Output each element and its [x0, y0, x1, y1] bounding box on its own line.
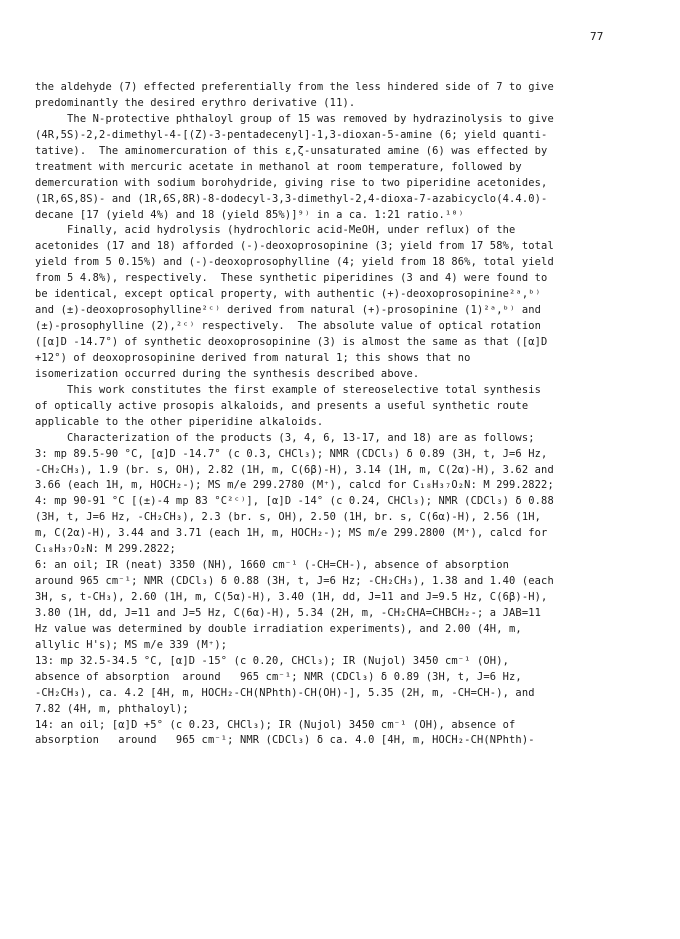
text-line: +12°) of deoxoprosopinine derived from natural 1; this shows that no: [35, 351, 471, 364]
text-line: 4: mp 90-91 °C [(±)-4 mp 83 °C²ᶜ⁾], [α]D -14° (c 0.24, CHCl₃); NMR (CDCl₃) δ 0.88: [35, 495, 554, 508]
text-line: The N-protective phthaloyl group of 15 was removed by hydrazinolysis to give: [35, 112, 554, 125]
text-line: around 965 cm⁻¹; NMR (CDCl₃) δ 0.88 (3H, t, J=6 Hz; -CH₂CH₃), 1.38 and 1.40 (each: [35, 575, 554, 588]
text-line: applicable to the other piperidine alkaloids.: [35, 415, 324, 428]
text-line: decane [17 (yield 4%) and 18 (yield 85%)]⁹⁾ in a ca. 1:21 ratio.¹⁰⁾: [35, 208, 465, 221]
text-line: 3.66 (each 1H, m, HOCH₂-); MS m/e 299.2780 (M⁺), calcd for C₁₈H₃₇O₂N: M 299.2822;: [35, 479, 554, 492]
text-line: -CH₂CH₃), ca. 4.2 [4H, m, HOCH₂-CH(NPhth)-CH(OH)-], 5.35 (2H, m, -CH=CH-), and: [35, 686, 535, 699]
text-line: (3H, t, J=6 Hz, -CH₂CH₃), 2.3 (br. s, OH), 2.50 (1H, br. s, C(6α)-H), 2.56 (1H,: [35, 511, 542, 524]
text-line: absence of absorption around 965 cm⁻¹; NMR (CDCl₃) δ 0.89 (3H, t, J=6 Hz,: [35, 670, 522, 683]
text-line: (±)-prosophylline (2),²ᶜ⁾ respectively. The absolute value of optical rotation: [35, 320, 542, 333]
text-line: the aldehyde (7) effected preferentially from the less hindered side of 7 to give: [35, 81, 554, 93]
text-line: C₁₈H₃₇O₂N: M 299.2822;: [35, 543, 176, 556]
text-line: -CH₂CH₃), 1.9 (br. s, OH), 2.82 (1H, m, C(6β)-H), 3.14 (1H, m, C(2α)-H), 3.62 and: [35, 463, 554, 476]
text-line: (4R,5S)-2,2-dimethyl-4-[(Z)-3-pentadecenyl]-1,3-dioxan-5-amine (6; yield quanti-: [35, 128, 548, 141]
text-line: allylic H's); MS m/e 339 (M⁺);: [35, 638, 228, 651]
text-line: 3.80 (1H, dd, J=11 and J=5 Hz, C(6α)-H), 5.34 (2H, m, -CH₂CHA=CHBCH₂-; a JAB=11: [35, 606, 542, 619]
text-line: This work constitutes the first example of stereoselective total synthesis: [35, 383, 542, 396]
text-line: 14: an oil; [α]D +5° (c 0.23, CHCl₃); IR (Nujol) 3450 cm⁻¹ (OH), absence of: [35, 718, 516, 731]
text-line: and (±)-deoxoprosophylline²ᶜ⁾ derived from natural (+)-prosopinine (1)²ᵃ,ᵇ⁾ and: [35, 304, 542, 317]
text-line: of optically active prosopis alkaloids, and presents a useful synthetic route: [35, 399, 529, 412]
text-line: from 5 4.8%), respectively. These synthetic piperidines (3 and 4) were found to: [35, 272, 548, 285]
text-line: acetonides (17 and 18) afforded (-)-deoxoprosopinine (3; yield from 17 58%, total: [35, 240, 554, 253]
text-line: 6: an oil; IR (neat) 3350 (NH), 1660 cm⁻¹ (-CH=CH-), absence of absorption: [35, 559, 510, 572]
text-line: Hz value was determined by double irradiation experiments), and 2.00 (4H, m,: [35, 622, 522, 635]
text-line: Characterization of the products (3, 4, 6, 13-17, and 18) are as follows;: [35, 431, 535, 444]
text-line: tative). The aminomercuration of this ε,ζ-unsaturated amine (6) was effected by: [35, 144, 548, 157]
text-line: 7.82 (4H, m, phthaloyl);: [35, 702, 189, 715]
article-body: [35, 80, 647, 749]
text-line: demercuration with sodium borohydride, giving rise to two piperidine acetonides,: [35, 176, 548, 189]
text-line: absorption around 965 cm⁻¹; NMR (CDCl₃) δ ca. 4.0 [4H, m, HOCH₂-CH(NPhth)-: [35, 734, 535, 747]
text-line: be identical, except optical property, with authentic (+)-deoxoprosopinine²ᵃ,ᵇ⁾: [35, 288, 542, 301]
text-line: m, C(2α)-H), 3.44 and 3.71 (each 1H, m, HOCH₂-); MS m/e 299.2800 (M⁺), calcd for: [35, 527, 548, 540]
text-line: predominantly the desired erythro derivative (11).: [35, 96, 356, 109]
text-line: treatment with mercuric acetate in methanol at room temperature, followed by: [35, 160, 522, 173]
page-number: 77: [590, 30, 604, 43]
text-line: isomerization occurred during the synthesis described above.: [35, 367, 420, 380]
text-line: 3: mp 89.5-90 °C, [α]D -14.7° (c 0.3, CHCl₃); NMR (CDCl₃) δ 0.89 (3H, t, J=6 Hz,: [35, 447, 548, 460]
text-line: yield from 5 0.15%) and (-)-deoxoprosophylline (4; yield from 18 86%, total yield: [35, 256, 554, 269]
text-line: (1R,6S,8S)- and (1R,6S,8R)-8-dodecyl-3,3-dimethyl-2,4-dioxa-7-azabicyclo(4.4.0)-: [35, 192, 548, 205]
text-line: 13: mp 32.5-34.5 °C, [α]D -15° (c 0.20, CHCl₃); IR (Nujol) 3450 cm⁻¹ (OH),: [35, 654, 510, 667]
text-line: ([α]D -14.7°) of synthetic deoxoprosopinine (3) is almost the same as that ([α]D: [35, 336, 548, 348]
text-line: Finally, acid hydrolysis (hydrochloric acid-MeOH, under reflux) of the: [35, 224, 516, 237]
text-line: 3H, s, t-CH₃), 2.60 (1H, m, C(5α)-H), 3.40 (1H, dd, J=11 and J=9.5 Hz, C(6β)-H),: [35, 591, 548, 603]
